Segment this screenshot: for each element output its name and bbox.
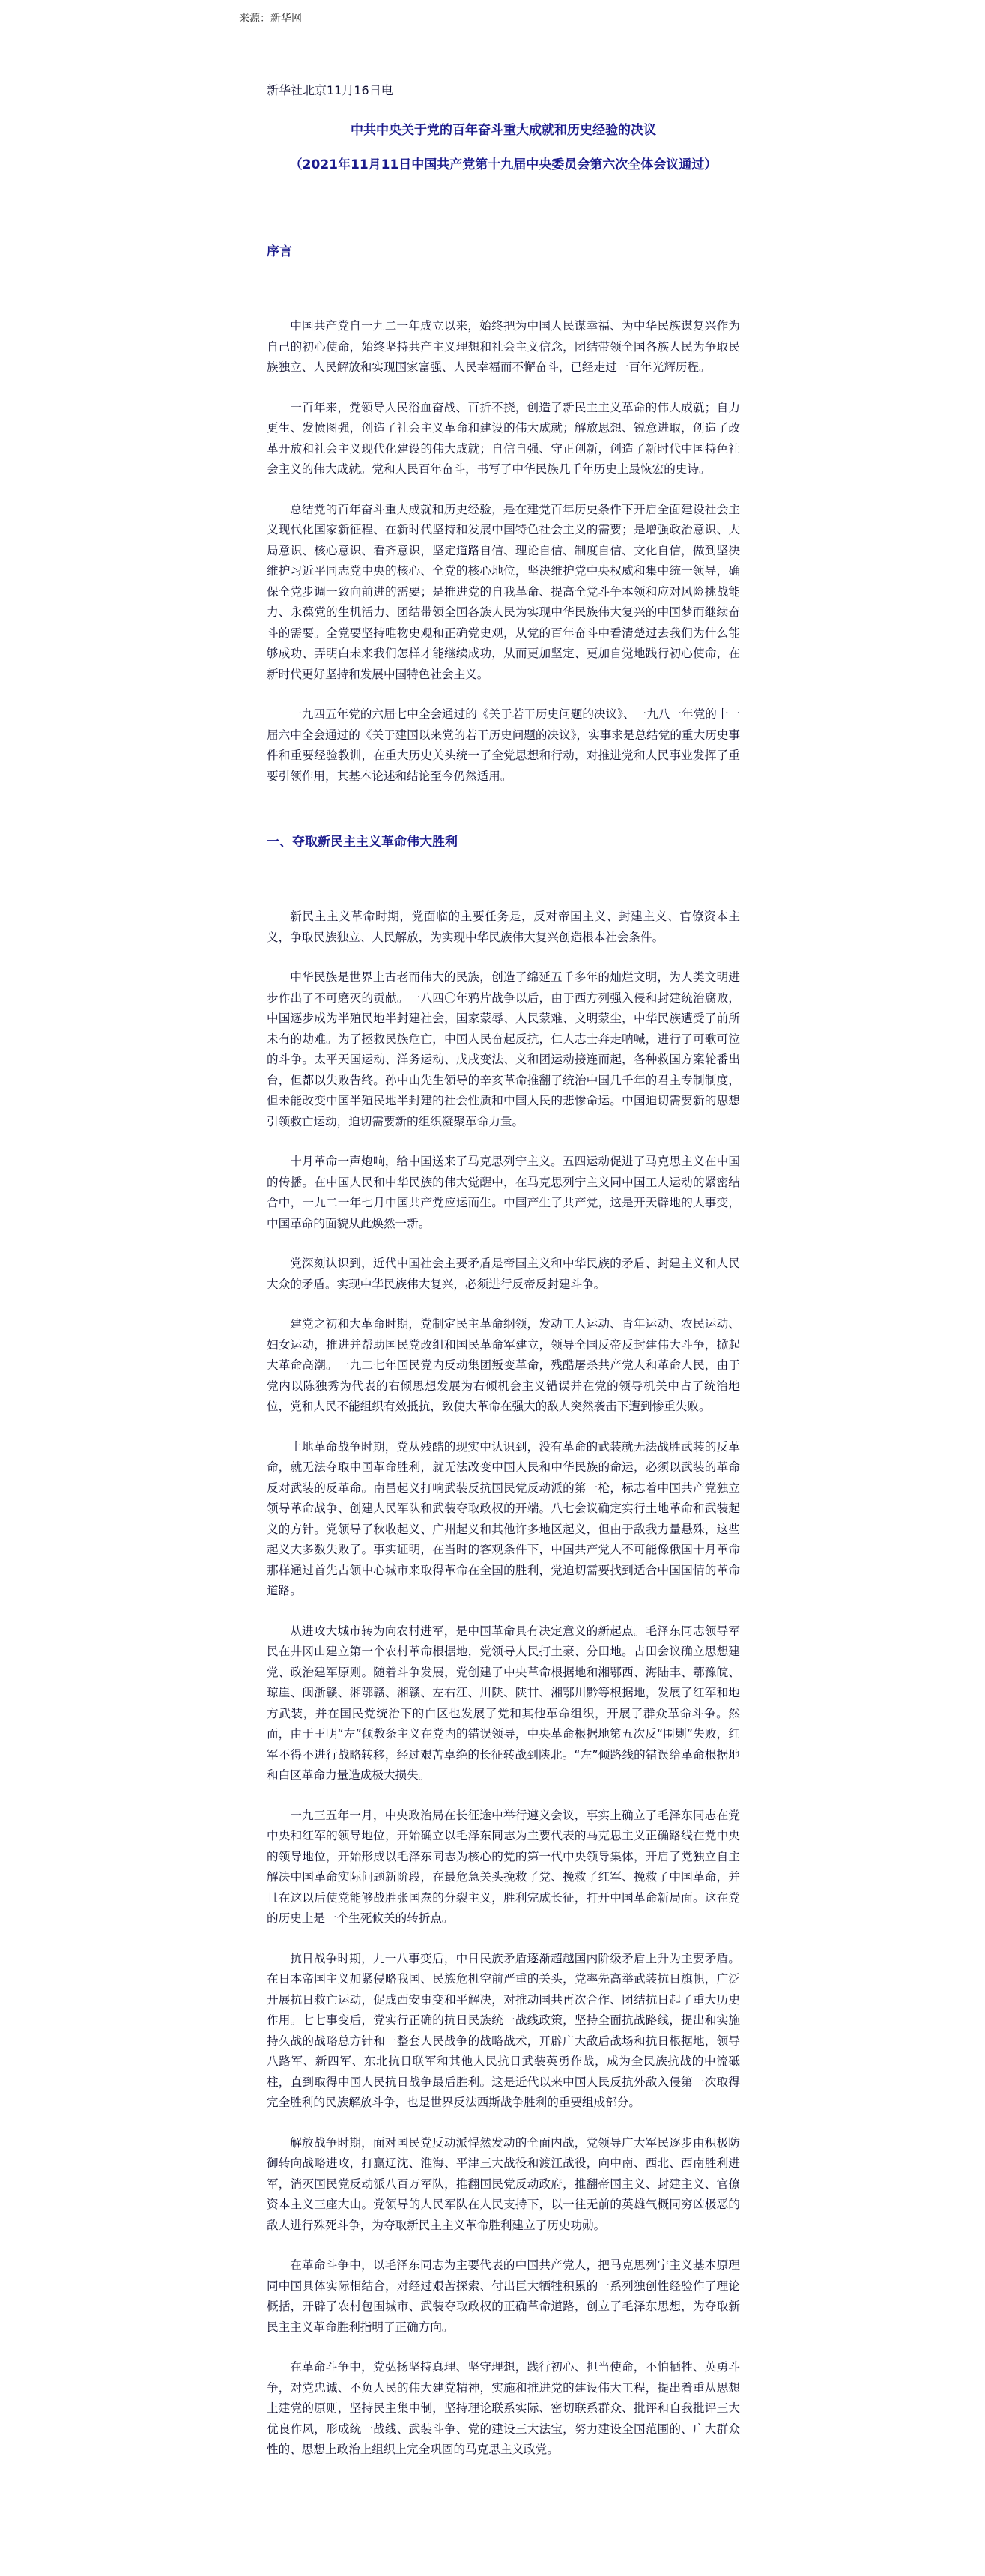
article-body [267,81,740,2461]
paragraph: 解放战争时期，面对国民党反动派悍然发动的全面内战，党领导广大军民逐步由积极防御转向战略进攻，打赢辽沈、淮海、平津三大战役和渡江战役，向中南、西北、西南胜利进军，消灭国民党反动派八百万军队，推翻国民党反动政府，推翻帝国主义、封建主义、官僚资本主义三座大山。党领导的人民军队在人民支持下，以一往无前的英雄气概同穷凶极恶的敌人进行殊死斗争，为夺取新民主主义革命胜利建立了历史功勋。 [267,2135,740,2232]
paragraph: 在革命斗争中，以毛泽东同志为主要代表的中国共产党人，把马克思列宁主义基本原理同中国具体实际相结合，对经过艰苦探索、付出巨大牺牲积累的一系列独创性经验作了理论概括，开辟了农村包围城市、武装夺取政权的正确革命道路，创立了毛泽东思想，为夺取新民主主义革命胜利指明了正确方向。 [267,2258,740,2334]
paragraph: 总结党的百年奋斗重大成就和历史经验，是在建党百年历史条件下开启全面建设社会主义现代化国家新征程、在新时代坚持和发展中国特色社会主义的需要；是增强政治意识、大局意识、核心意识、看齐意识，坚定道路自信、理论自信、制度自信、文化自信，做到坚决维护习近平同志党中央的核心、全党的核心地位，坚决维护党中央权威和集中统一领导，确保全党步调一致向前进的需要；是推进党的自我革命、提高全党斗争本领和应对风险挑战能力、永葆党的生机活力、团结带领全国各族人民为实现中华民族伟大复兴的中国梦而继续奋斗的需要。全党要坚持唯物史观和正确党史观，从党的百年奋斗中看清楚过去我们为什么能够成功、弄明白未来我们怎样才能继续成功，从而更加坚定、更加自觉地践行初心使命，在新时代更好坚持和发展中国特色社会主义。 [267,502,740,681]
paragraph: 从进攻大城市转为向农村进军，是中国革命具有决定意义的新起点。毛泽东同志领导军民在井冈山建立第一个农村革命根据地，党领导人民打土豪、分田地。古田会议确立思想建党、政治建军原则。随着斗争发展，党创建了中央革命根据地和湘鄂西、海陆丰、鄂豫皖、琼崖、闽浙赣、湘鄂赣、湘赣、左右江、川陕、陕甘、湘鄂川黔等根据地，发展了红军和地方武装，并在国民党统治下的白区也发展了党和其他革命组织，开展了群众革命斗争。然而，由于王明“左”倾教条主义在党内的错误领导，中央革命根据地第五次反“围剿”失败，红军不得不进行战略转移，经过艰苦卓绝的长征转战到陕北。“左”倾路线的错误给革命根据地和白区革命力量造成极大损失。 [267,1624,740,1782]
paragraph: 中国共产党自一九二一年成立以来，始终把为中国人民谋幸福、为中华民族谋复兴作为自己的初心使命，始终坚持共产主义理想和社会主义信念，团结带领全国各族人民为争取民族独立、人民解放和实现国家富强、人民幸福而不懈奋斗，已经走过一百年光辉历程。 [267,319,740,374]
paragraph: 一九四五年党的六届七中全会通过的《关于若干历史问题的决议》、一九八一年党的十一届六中全会通过的《关于建国以来党的若干历史问题的决议》，实事求是总结党的重大历史事件和重要经验教训，在重大历史关头统一了全党思想和行动，对推进党和人民事业发挥了重要引领作用，其基本论述和结论至今仍然适用。 [267,707,740,783]
preface-heading: 序言 [267,244,292,259]
paragraph: 中华民族是世界上古老而伟大的民族，创造了绵延五千多年的灿烂文明，为人类文明进步作出了不可磨灭的贡献。一八四〇年鸦片战争以后，由于西方列强入侵和封建统治腐败，中国逐步成为半殖民地半封建社会，国家蒙辱、人民蒙难、文明蒙尘，中华民族遭受了前所未有的劫难。为了拯救民族危亡，中国人民奋起反抗，仁人志士奔走呐喊，进行了可歌可泣的斗争。太平天国运动、洋务运动、戊戌变法、义和团运动接连而起，各种救国方案轮番出台，但都以失败告终。孙中山先生领导的辛亥革命推翻了统治中国几千年的君主专制制度，但未能改变中国半殖民地半封建的社会性质和中国人民的悲惨命运。中国迫切需要新的思想引领救亡运动，迫切需要新的组织凝聚革命力量。 [267,970,740,1128]
paragraph: 党深刻认识到，近代中国社会主要矛盾是帝国主义和中华民族的矛盾、封建主义和人民大众的矛盾。实现中华民族伟大复兴，必须进行反帝反封建斗争。 [267,1257,740,1291]
dateline: 新华社北京11月16日电 [267,83,393,97]
source-label: 来源：新华网 [239,13,302,25]
paragraph: 新民主主义革命时期，党面临的主要任务是，反对帝国主义、封建主义、官僚资本主义，争取民族独立、人民解放，为实现中华民族伟大复兴创造根本社会条件。 [267,910,740,944]
paragraph: 十月革命一声炮响，给中国送来了马克思列宁主义。五四运动促进了马克思主义在中国的传播。在中国人民和中华民族的伟大觉醒中，在马克思列宁主义同中国工人运动的紧密结合中，一九二一年七月中国共产党应运而生。中国产生了共产党，这是开天辟地的大事变，中国革命的面貌从此焕然一新。 [267,1155,740,1230]
paragraph: 抗日战争时期，九一八事变后，中日民族矛盾逐渐超越国内阶级矛盾上升为主要矛盾。在日本帝国主义加紧侵略我国、民族危机空前严重的关头，党率先高举武装抗日旗帜，广泛开展抗日救亡运动，促成西安事变和平解决，对推动国共再次合作、团结抗日起了重大历史作用。七七事变后，党实行正确的抗日民族统一战线政策，坚持全面抗战路线，提出和实施持久战的战略总方针和一整套人民战争的战略战术，开辟广大敌后战场和抗日根据地，领导八路军、新四军、东北抗日联军和其他人民抗日武装英勇作战，成为全民族抗战的中流砥柱，直到取得中国人民抗日战争最后胜利。这是近代以来中国人民反抗外敌入侵第一次取得完全胜利的民族解放斗争，也是世界反法西斯战争胜利的重要组成部分。 [267,1951,740,2109]
paragraph: 一九三五年一月，中央政治局在长征途中举行遵义会议，事实上确立了毛泽东同志在党中央和红军的领导地位，开始确立以毛泽东同志为主要代表的马克思主义正确路线在党中央的领导地位，开始形成以毛泽东同志为核心的党的第一代中央领导集体，开启了党独立自主解决中国革命实际问题新阶段，在最危急关头挽救了党、挽救了红军、挽救了中国革命，并且在这以后使党能够战胜张国焘的分裂主义，胜利完成长征，打开中国革命新局面。这在党的历史上是一个生死攸关的转折点。 [267,1808,740,1925]
paragraph: 土地革命战争时期，党从残酷的现实中认识到，没有革命的武装就无法战胜武装的反革命，就无法夺取中国革命胜利，就无法改变中国人民和中华民族的命运，必须以武装的革命反对武装的反革命。南昌起义打响武装反抗国民党反动派的第一枪，标志着中国共产党独立领导革命战争、创建人民军队和武装夺取政权的开端。八七会议确定实行土地革命和武装起义的方针。党领导了秋收起义、广州起义和其他许多地区起义，但由于敌我力量悬殊，这些起义大多数失败了。事实证明，在当时的客观条件下，中国共产党人不可能像俄国十月革命那样通过首先占领中心城市来取得革命在全国的胜利，党迫切需要找到适合中国国情的革命道路。 [267,1439,740,1597]
paragraph: 一百年来，党领导人民浴血奋战、百折不挠，创造了新民主主义革命的伟大成就；自力更生、发愤图强，创造了社会主义革命和建设的伟大成就；解放思想、锐意进取，创造了改革开放和社会主义现代化建设的伟大成就；自信自强、守正创新，创造了新时代中国特色社会主义的伟大成就。党和人民百年奋斗，书写了中华民族几千年历史上最恢宏的史诗。 [267,400,740,476]
paragraph: 建党之初和大革命时期，党制定民主革命纲领，发动工人运动、青年运动、农民运动、妇女运动，推进并帮助国民党改组和国民革命军建立，领导全国反帝反封建伟大斗争，掀起大革命高潮。一九二七年国民党内反动集团叛变革命，残酷屠杀共产党人和革命人民，由于党内以陈独秀为代表的右倾思想发展为右倾机会主义错误并在党的领导机关中占了统治地位，党和人民不能组织有效抵抗，致使大革命在强大的敌人突然袭击下遭到惨重失败。 [267,1317,740,1413]
section-heading: 一、夺取新民主主义革命伟大胜利 [267,835,458,850]
paragraph: 在革命斗争中，党弘扬坚持真理、坚守理想，践行初心、担当使命，不怕牺牲、英勇斗争，对党忠诚、不负人民的伟大建党精神，实施和推进党的建设伟大工程，提出着重从思想上建党的原则，坚持民主集中制，坚持理论联系实际、密切联系群众、批评和自我批评三大优良作风，形成统一战线、武装斗争、党的建设三大法宝，努力建设全国范围的、广大群众性的、思想上政治上组织上完全巩固的马克思主义政党。 [267,2360,740,2456]
document-title: 中共中央关于党的百年奋斗重大成就和历史经验的决议 [351,123,656,138]
document-subtitle: （2021年11月11日中国共产党第十九届中央委员会第六次全体会议通过） [289,157,718,172]
